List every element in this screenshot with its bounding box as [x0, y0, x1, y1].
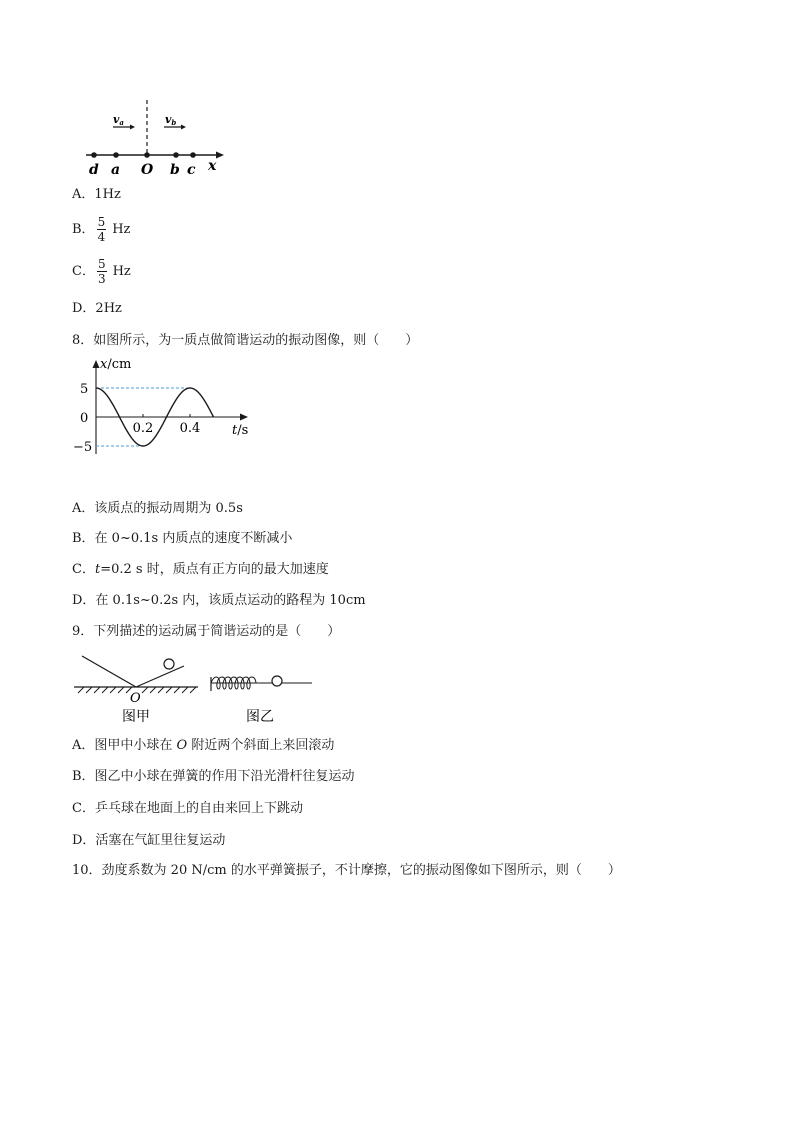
q9-stem: 9．下列描述的运动属于简谐运动的是（ ）: [72, 624, 341, 639]
q7-option-b-numerator: 5: [97, 215, 106, 229]
point-d-dot: [91, 152, 97, 158]
point-d-label: d: [89, 162, 99, 178]
slopes-figure-jia: [72, 650, 202, 728]
chart-y-tick-label-minus5: −5: [73, 440, 93, 455]
chart-y-tick-label-5: 5: [80, 382, 89, 397]
q7-option-c-numerator: 5: [97, 257, 106, 271]
point-c-dot: [190, 152, 196, 158]
q7-option-c[interactable]: [72, 256, 131, 288]
spring-figure-yi: [204, 650, 319, 728]
q7-option-b-prefix: B．: [72, 222, 95, 237]
q8-option-c-text: =0.2 s 时，质点有正方向的最大加速度: [100, 562, 329, 577]
q8-option-a[interactable]: A．该质点的振动周期为 0.5s: [72, 501, 243, 516]
chart-x-tick-label-0.2: 0.2: [132, 421, 154, 436]
velocity-b-label: vb: [165, 113, 177, 127]
point-c-label: c: [187, 162, 196, 178]
q9-option-a-prefix: A．图甲中小球在: [72, 738, 177, 753]
q7-option-b-fraction: [97, 215, 107, 244]
point-o-label-jia: O: [130, 691, 141, 706]
q8-option-b[interactable]: B．在 0~0.1s 内质点的速度不断减小: [72, 531, 293, 546]
x-axis-label: x: [208, 158, 217, 174]
q8-option-c-prefix: C．: [72, 562, 95, 577]
q7-option-c-denominator: 3: [97, 272, 106, 286]
chart-y-label: x/cm: [100, 357, 132, 372]
point-o-dot: [144, 152, 150, 158]
velocity-a-arrowhead: [130, 125, 135, 130]
q9-option-a-text: 附近两个斜面上来回滚动: [187, 738, 335, 753]
spring-ball: [272, 676, 282, 686]
velocity-b-arrowhead: [181, 125, 186, 130]
q9-option-b[interactable]: B．图乙中小球在弹簧的作用下沿光滑杆往复运动: [72, 769, 355, 784]
left-slope: [82, 656, 136, 687]
ball: [164, 659, 174, 669]
q7-option-a[interactable]: A．1Hz: [72, 187, 121, 202]
q8-option-c-var: t: [94, 562, 101, 577]
q7-option-b-denominator: 4: [97, 230, 106, 244]
x-axis-arrow: [216, 152, 224, 159]
q7-option-c-fraction: [97, 257, 107, 286]
chart-y-axis-arrow: [93, 360, 100, 368]
point-b-label: b: [170, 162, 180, 178]
q7-option-b-unit: Hz: [112, 222, 131, 237]
q7-option-b[interactable]: [72, 214, 130, 246]
q9-option-a[interactable]: [72, 737, 334, 755]
q8-option-c[interactable]: [72, 561, 329, 579]
q8-option-d[interactable]: D．在 0.1s~0.2s 内，该质点运动的路程为 10cm: [72, 593, 366, 608]
point-b-dot: [173, 152, 179, 158]
q7-option-d[interactable]: D．2Hz: [72, 301, 122, 316]
point-a-label: a: [111, 162, 121, 178]
point-a-dot: [113, 152, 119, 158]
q9-option-a-var: O: [176, 738, 188, 753]
q9-option-c[interactable]: C．乒乓球在地面上的自由来回上下跳动: [72, 801, 303, 816]
fig-jia-caption: 图甲: [122, 709, 150, 725]
point-o-label: O: [141, 162, 154, 178]
q9-option-d[interactable]: D．活塞在气缸里往复运动: [72, 833, 226, 848]
chart-x-tick-label-0.4: 0.4: [179, 421, 201, 436]
q8-stem: 8．如图所示，为一质点做简谐运动的振动图像，则（ ）: [72, 333, 419, 348]
chart-y-tick-label-0: 0: [80, 411, 89, 426]
q7-option-c-unit: Hz: [112, 264, 131, 279]
vibration-graph: [70, 354, 260, 466]
wave-points-figure: [80, 96, 230, 180]
right-slope: [136, 666, 184, 687]
chart-x-label: t/s: [232, 423, 249, 438]
chart-x-axis-arrow: [240, 414, 248, 421]
fig-yi-caption: 图乙: [246, 709, 274, 725]
q10-stem: 10．劲度系数为 20 N/cm 的水平弹簧振子，不计摩擦，它的振动图像如下图所示，则（ ）: [72, 863, 621, 878]
q7-option-c-prefix: C．: [72, 264, 95, 279]
velocity-a-label: va: [113, 113, 124, 127]
